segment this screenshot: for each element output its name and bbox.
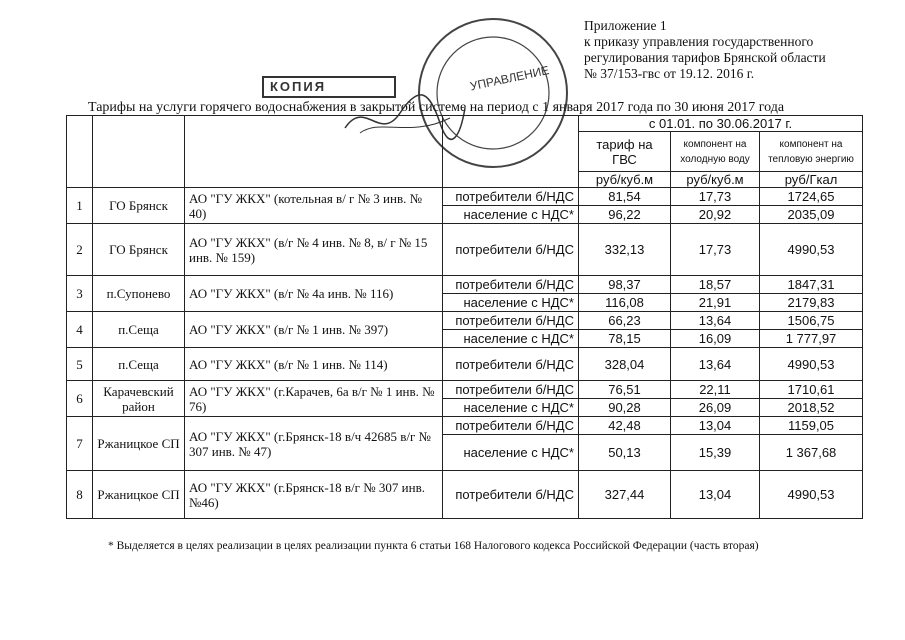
- municipality-cell: Ржаницкое СП: [93, 417, 185, 471]
- organization-cell: АО "ГУ ЖКХ" (в/г № 1 инв. № 397): [185, 312, 443, 348]
- consumer-type-cell: потребители б/НДС: [443, 276, 579, 294]
- cold-water-value: 16,09: [671, 330, 760, 348]
- table-row: [67, 471, 863, 519]
- tariff-value: 76,51: [579, 381, 671, 399]
- cold-water-value: 20,92: [671, 206, 760, 224]
- header-empty-cell: [443, 116, 579, 188]
- consumer-type-cell: потребители б/НДС: [443, 348, 579, 381]
- consumer-type-cell: население с НДС*: [443, 330, 579, 348]
- row-number: 2: [67, 224, 93, 276]
- tariff-value: 116,08: [579, 294, 671, 312]
- heat-energy-value: 2035,09: [760, 206, 863, 224]
- consumer-type-cell: население с НДС*: [443, 206, 579, 224]
- table-row: [67, 188, 863, 206]
- municipality-cell: п.Супонево: [93, 276, 185, 312]
- appendix-line: № 37/153-гвс от 19.12. 2016 г.: [584, 66, 755, 81]
- municipality-cell: Карачевский район: [93, 381, 185, 417]
- cold-water-value: 13,64: [671, 312, 760, 330]
- tariff-header: тариф на ГВС: [579, 132, 671, 172]
- table-row: [67, 224, 863, 276]
- heat-energy-value: 1506,75: [760, 312, 863, 330]
- unit-heat: руб/Гкал: [760, 172, 863, 188]
- header-empty-cell: [93, 116, 185, 188]
- tariffs-table: [66, 115, 863, 519]
- row-number: 4: [67, 312, 93, 348]
- row-number: 1: [67, 188, 93, 224]
- tariff-value: 42,48: [579, 417, 671, 435]
- unit-cold: руб/куб.м: [671, 172, 760, 188]
- heat-energy-value: 1159,05: [760, 417, 863, 435]
- header-empty-cell: [185, 116, 443, 188]
- row-number: 6: [67, 381, 93, 417]
- organization-cell: АО "ГУ ЖКХ" (в/г № 4 инв. № 8, в/ г № 15 инв. № 159): [185, 224, 443, 276]
- municipality-cell: п.Сеща: [93, 348, 185, 381]
- unit-tariff: руб/куб.м: [579, 172, 671, 188]
- consumer-type-cell: потребители б/НДС: [443, 188, 579, 206]
- consumer-type-cell: население с НДС*: [443, 294, 579, 312]
- copy-stamp-label: КОПИЯ: [270, 79, 327, 94]
- municipality-cell: ГО Брянск: [93, 188, 185, 224]
- consumer-type-cell: население с НДС*: [443, 399, 579, 417]
- consumer-type-cell: потребители б/НДС: [443, 224, 579, 276]
- table-row: [67, 348, 863, 381]
- consumer-type-cell: потребители б/НДС: [443, 471, 579, 519]
- heat-energy-value: 1724,65: [760, 188, 863, 206]
- cold-water-value: 18,57: [671, 276, 760, 294]
- row-number: 5: [67, 348, 93, 381]
- table-row: [67, 381, 863, 399]
- tariff-value: 78,15: [579, 330, 671, 348]
- tariff-value: 66,23: [579, 312, 671, 330]
- table-row: [67, 312, 863, 330]
- appendix-line: регулирования тарифов Брянской области: [584, 50, 826, 65]
- appendix-block: [584, 18, 826, 82]
- cold-water-value: 15,39: [671, 435, 760, 471]
- appendix-line: Приложение 1: [584, 18, 667, 33]
- heat-energy-value: 1710,61: [760, 381, 863, 399]
- appendix-line: к приказу управления государственного: [584, 34, 814, 49]
- municipality-cell: ГО Брянск: [93, 224, 185, 276]
- organization-cell: АО "ГУ ЖКХ" (г.Брянск-18 в/ч 42685 в/г № 307 инв. № 47): [185, 417, 443, 471]
- tariff-value: 81,54: [579, 188, 671, 206]
- cold-water-header: компонент на холодную воду: [671, 132, 760, 172]
- table-row: [67, 276, 863, 294]
- municipality-cell: Ржаницкое СП: [93, 471, 185, 519]
- heat-energy-header: компонент на тепловую энергию: [760, 132, 863, 172]
- cold-water-value: 13,04: [671, 417, 760, 435]
- heat-energy-value: 1 777,97: [760, 330, 863, 348]
- cold-water-value: 21,91: [671, 294, 760, 312]
- document-title: Тарифы на услуги горячего водоснабжения в закрытой системе на период с 1 января 2017 года по 30 июня 2017 года: [88, 100, 785, 115]
- heat-energy-value: 2018,52: [760, 399, 863, 417]
- organization-cell: АО "ГУ ЖКХ" (котельная в/ г № 3 инв. № 40): [185, 188, 443, 224]
- organization-cell: АО "ГУ ЖКХ" (г.Брянск-18 в/г № 307 инв. №46): [185, 471, 443, 519]
- consumer-type-cell: потребители б/НДС: [443, 381, 579, 399]
- heat-energy-value: 1847,31: [760, 276, 863, 294]
- consumer-type-cell: потребители б/НДС: [443, 312, 579, 330]
- cold-water-value: 13,64: [671, 348, 760, 381]
- heat-energy-value: 1 367,68: [760, 435, 863, 471]
- consumer-type-cell: население с НДС*: [443, 435, 579, 471]
- row-number: 7: [67, 417, 93, 471]
- municipality-cell: п.Сеща: [93, 312, 185, 348]
- row-number: 3: [67, 276, 93, 312]
- organization-cell: АО "ГУ ЖКХ" (г.Карачев, 6а в/г № 1 инв. № 76): [185, 381, 443, 417]
- tariff-value: 90,28: [579, 399, 671, 417]
- cold-water-value: 26,09: [671, 399, 760, 417]
- heat-energy-value: 4990,53: [760, 348, 863, 381]
- tariff-value: 327,44: [579, 471, 671, 519]
- tariff-value: 98,37: [579, 276, 671, 294]
- heat-energy-value: 4990,53: [760, 224, 863, 276]
- tariff-value: 328,04: [579, 348, 671, 381]
- tariff-value: 50,13: [579, 435, 671, 471]
- svg-text:УПРАВЛЕНИЕ: УПРАВЛЕНИЕ: [468, 63, 551, 94]
- cold-water-value: 17,73: [671, 188, 760, 206]
- tariff-value: 96,22: [579, 206, 671, 224]
- table-row: [67, 417, 863, 435]
- period-header: с 01.01. по 30.06.2017 г.: [579, 116, 863, 132]
- cold-water-value: 17,73: [671, 224, 760, 276]
- row-number: 8: [67, 471, 93, 519]
- cold-water-value: 22,11: [671, 381, 760, 399]
- heat-energy-value: 4990,53: [760, 471, 863, 519]
- organization-cell: АО "ГУ ЖКХ" (в/г № 1 инв. № 114): [185, 348, 443, 381]
- organization-cell: АО "ГУ ЖКХ" (в/г № 4а инв. № 116): [185, 276, 443, 312]
- cold-water-value: 13,04: [671, 471, 760, 519]
- footnote: * Выделяется в целях реализации в целях реализации пункта 6 статьи 168 Налогового кодекса Российской Федерации (часть вторая): [108, 540, 759, 552]
- tariff-value: 332,13: [579, 224, 671, 276]
- consumer-type-cell: потребители б/НДС: [443, 417, 579, 435]
- heat-energy-value: 2179,83: [760, 294, 863, 312]
- header-empty-cell: [67, 116, 93, 188]
